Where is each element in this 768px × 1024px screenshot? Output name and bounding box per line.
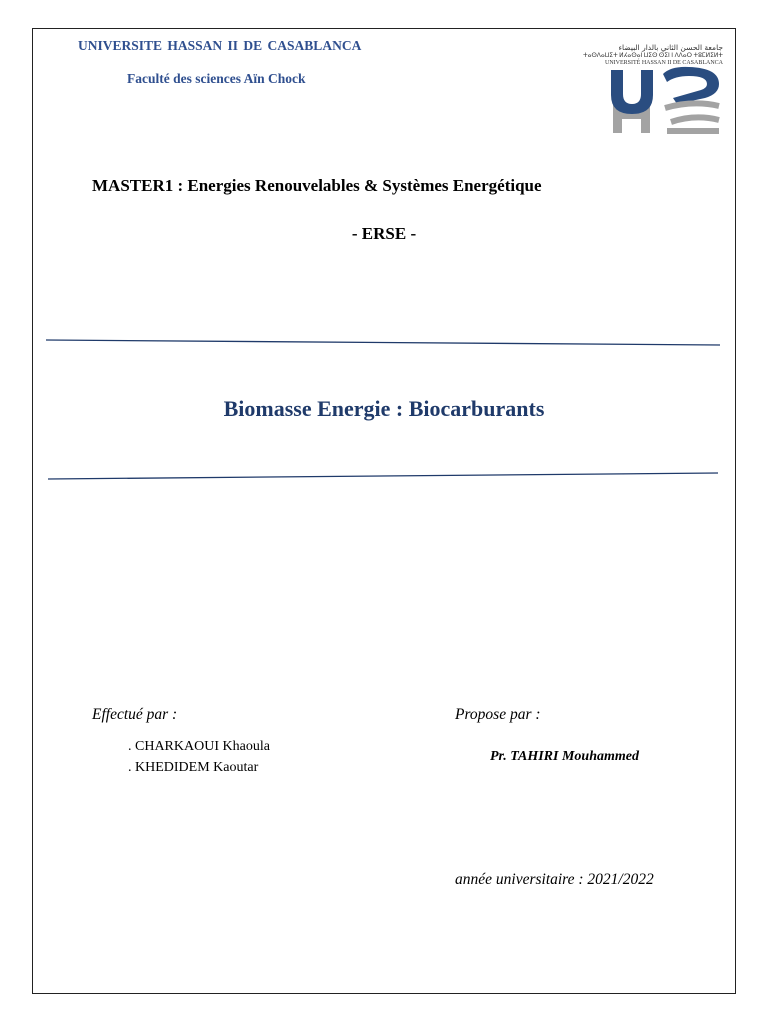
document-title: Biomasse Energie : Biocarburants [223,396,545,421]
author-name-1: . CHARKAOUI Khaoula [128,739,270,754]
supervisor-name: Pr. TAHIRI Mouhammed [490,749,639,764]
authors-label: Effectué par : [92,706,178,723]
faculty-name: Faculté des sciences Aïn Chock [127,71,306,86]
logo-arabic-text: جامعة الحسن الثاني بالدار البيضاء [618,43,723,52]
program-code: - ERSE - [351,224,417,243]
master-program: MASTER1 : Energies Renouvelables & Systèmes Energétique [92,176,542,195]
page-border [32,28,736,994]
logo-two-shape [663,67,719,104]
academic-year: année universitaire : 2021/2022 [455,871,654,888]
logo-latin-text: UNIVERSITÉ HASSAN II DE CASABLANCA [604,60,723,66]
logo-tifinagh-text: ⵜⴰⵙⴷⴰⵡⵉⵜ ⵍⵃⴰⵙⴰⵏ ⵡⵉⵙ ⵙⵉⵏ ⵏ ⴷⴷⴰⵔ ⵜⵓⵎⵍⵉⵍⵜ [582,53,723,59]
logo-u-shape [611,70,653,114]
university-logo [582,42,725,137]
university-name: UNIVERSITE HASSAN II DE CASABLANCA [78,38,362,53]
logo-swoosh [665,103,719,122]
supervisor-label: Propose par : [455,706,541,723]
author-name-2: . KHEDIDEM Kaoutar [128,760,259,775]
